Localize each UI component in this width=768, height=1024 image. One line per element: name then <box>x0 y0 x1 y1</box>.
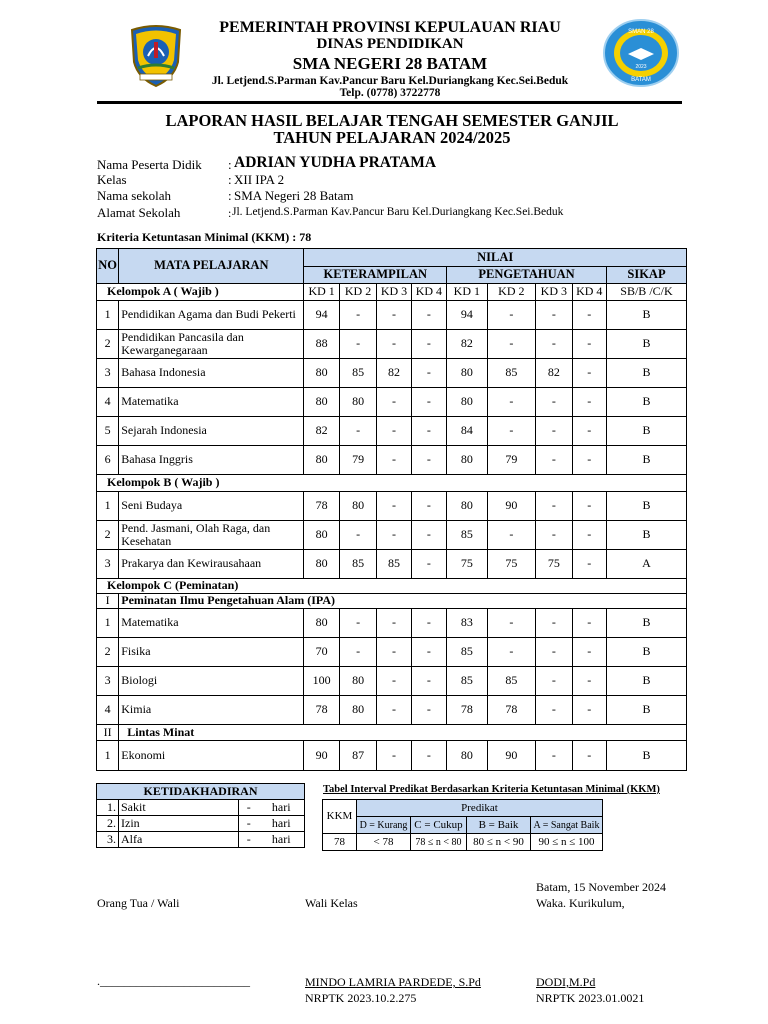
score-cell: - <box>411 388 446 417</box>
score-cell: 80 <box>447 741 487 771</box>
attendance-table <box>96 783 305 848</box>
sikap-grade: B <box>606 492 686 521</box>
grade-row <box>97 521 687 550</box>
score-cell: 94 <box>447 301 487 330</box>
score-cell: 82 <box>377 359 411 388</box>
sikap-grade: A <box>606 550 686 579</box>
col-no-header: NO <box>97 249 119 284</box>
score-cell: - <box>487 609 536 638</box>
curriculum-nrptk: NRPTK 2023.01.0021 <box>536 991 645 1005</box>
score-cell: - <box>572 741 606 771</box>
score-cell: - <box>487 521 536 550</box>
subject-name: Pendidikan Pancasila dan Kewarganegaraan <box>119 330 304 359</box>
kd-header: KD 4 <box>411 284 446 301</box>
score-cell: - <box>536 446 572 475</box>
subject-name: Prakarya dan Kewirausahaan <box>119 550 304 579</box>
score-cell: - <box>377 446 411 475</box>
grade-row <box>97 330 687 359</box>
grade-row <box>97 638 687 667</box>
row-number: 3 <box>97 667 119 696</box>
predicate-d-label: D = Kurang <box>357 817 411 834</box>
curriculum-name: DODI,M.Pd <box>536 975 596 989</box>
score-cell: 82 <box>536 359 572 388</box>
score-cell: - <box>339 330 376 359</box>
attendance-value: - <box>239 816 259 832</box>
score-cell: 80 <box>339 492 376 521</box>
score-cell: 70 <box>304 638 339 667</box>
score-cell: 85 <box>447 667 487 696</box>
score-cell: - <box>377 741 411 771</box>
score-cell: 82 <box>447 330 487 359</box>
subgroup-number: I <box>97 594 119 609</box>
homeroom-name: MINDO LAMRIA PARDEDE, S.Pd <box>305 975 481 989</box>
info-colon: : <box>228 188 232 203</box>
info-label: Kelas <box>97 172 127 187</box>
grades-table <box>96 248 687 771</box>
row-number: 1 <box>97 609 119 638</box>
score-cell: - <box>572 696 606 725</box>
score-cell: - <box>377 521 411 550</box>
score-cell: 85 <box>339 550 376 579</box>
score-cell: 80 <box>339 696 376 725</box>
header-phone: Telp. (0778) 3722778 <box>339 87 441 100</box>
predicate-table <box>322 799 603 851</box>
attendance-value: - <box>239 832 259 848</box>
score-cell: - <box>411 667 446 696</box>
score-cell: - <box>572 446 606 475</box>
sikap-grade: B <box>606 521 686 550</box>
score-cell: - <box>572 550 606 579</box>
predicate-kkm-header: KKM <box>323 800 357 834</box>
col-sikap-header: SIKAP <box>606 267 686 284</box>
group-c-label: Kelompok C (Peminatan) <box>97 579 687 594</box>
score-cell: - <box>536 388 572 417</box>
score-cell: 80 <box>304 446 339 475</box>
student-name: ADRIAN YUDHA PRATAMA <box>234 154 437 171</box>
score-cell: - <box>536 492 572 521</box>
score-cell: 80 <box>339 667 376 696</box>
score-cell: - <box>536 741 572 771</box>
attendance-no: 2. <box>97 816 119 832</box>
score-cell: 83 <box>447 609 487 638</box>
group-a-rows <box>97 301 687 475</box>
info-label: Nama Peserta Didik <box>97 157 202 172</box>
score-cell: 78 <box>487 696 536 725</box>
subject-name: Seni Budaya <box>119 492 304 521</box>
score-cell: - <box>572 417 606 446</box>
score-cell: - <box>536 638 572 667</box>
score-cell: 80 <box>339 388 376 417</box>
info-label: Alamat Sekolah <box>97 205 181 220</box>
score-cell: - <box>487 301 536 330</box>
score-cell: 90 <box>304 741 339 771</box>
score-cell: 88 <box>304 330 339 359</box>
score-cell: 80 <box>447 446 487 475</box>
row-number: 1 <box>97 741 119 771</box>
score-cell: - <box>487 638 536 667</box>
attendance-row <box>97 816 305 832</box>
score-cell: - <box>572 492 606 521</box>
predicate-table-title: Tabel Interval Predikat Berdasarkan Kriteria Ketuntasan Minimal (KKM) <box>323 784 660 795</box>
sikap-grade: B <box>606 330 686 359</box>
subject-name: Matematika <box>119 388 304 417</box>
score-cell: 80 <box>304 521 339 550</box>
score-cell: - <box>411 492 446 521</box>
row-number: 2 <box>97 521 119 550</box>
kd-header: KD 2 <box>339 284 376 301</box>
predicate-a-range: 90 ≤ n ≤ 100 <box>531 834 603 851</box>
group-c-lintas-rows <box>97 741 687 771</box>
school-logo-year-text: 2023 <box>635 64 647 70</box>
subject-name: Kimia <box>119 696 304 725</box>
report-title-line-2: TAHUN PELAJARAN 2024/2025 <box>273 128 511 147</box>
subject-name: Matematika <box>119 609 304 638</box>
score-cell: - <box>411 359 446 388</box>
predicate-d-range: < 78 <box>357 834 411 851</box>
attendance-value: - <box>239 800 259 816</box>
score-cell: - <box>377 638 411 667</box>
grade-row <box>97 696 687 725</box>
score-cell: - <box>411 446 446 475</box>
score-cell: - <box>536 417 572 446</box>
signature-date: Batam, 15 November 2024 <box>536 880 666 894</box>
col-keterampilan-header: KETERAMPILAN <box>304 267 447 284</box>
subject-name: Pend. Jasmani, Olah Raga, dan Kesehatan <box>119 521 304 550</box>
row-number: 4 <box>97 388 119 417</box>
kd-header: KD 4 <box>572 284 606 301</box>
score-cell: - <box>487 417 536 446</box>
subgroup-number: II <box>97 725 119 741</box>
score-cell: - <box>572 330 606 359</box>
score-cell: 75 <box>487 550 536 579</box>
score-cell: - <box>339 609 376 638</box>
predicate-header: Predikat <box>357 800 603 817</box>
col-subject-header: MATA PELAJARAN <box>119 249 304 284</box>
school-logo-top-text: SMAN 28 <box>628 29 654 35</box>
score-cell: - <box>487 388 536 417</box>
school-emblem-icon <box>602 18 680 88</box>
score-cell: 85 <box>487 359 536 388</box>
header-address: Jl. Letjend.S.Parman Kav.Pancur Baru Kel.Duriangkang Kec.Sei.Beduk <box>211 75 569 88</box>
sikap-grade: B <box>606 667 686 696</box>
group-b-label: Kelompok B ( Wajib ) <box>97 475 687 492</box>
score-cell: - <box>377 301 411 330</box>
kd-header: KD 2 <box>487 284 536 301</box>
predicate-c-label: C = Cukup <box>411 817 467 834</box>
score-cell: - <box>339 521 376 550</box>
info-colon: : <box>228 172 232 187</box>
score-cell: - <box>411 301 446 330</box>
attendance-no: 1. <box>97 800 119 816</box>
sikap-grade: B <box>606 359 686 388</box>
info-row-class <box>97 172 687 188</box>
score-cell: - <box>572 521 606 550</box>
score-cell: - <box>411 417 446 446</box>
sikap-grade: B <box>606 446 686 475</box>
score-cell: - <box>377 417 411 446</box>
score-cell: - <box>572 301 606 330</box>
score-cell: 84 <box>447 417 487 446</box>
score-cell: - <box>572 667 606 696</box>
score-cell: 80 <box>447 492 487 521</box>
sikap-grade: B <box>606 301 686 330</box>
kd-header: KD 1 <box>304 284 339 301</box>
school-name: SMA Negeri 28 Batam <box>234 188 354 203</box>
score-cell: 85 <box>447 638 487 667</box>
score-cell: - <box>411 330 446 359</box>
score-cell: 90 <box>487 492 536 521</box>
grade-row <box>97 446 687 475</box>
subject-name: Bahasa Inggris <box>119 446 304 475</box>
score-cell: - <box>339 638 376 667</box>
score-cell: 90 <box>487 741 536 771</box>
sikap-grade: B <box>606 388 686 417</box>
score-cell: 87 <box>339 741 376 771</box>
attendance-no: 3. <box>97 832 119 848</box>
grade-row <box>97 359 687 388</box>
info-row-school <box>97 188 687 204</box>
sikap-scale-header: SB/B /C/K <box>606 284 686 301</box>
subject-name: Bahasa Indonesia <box>119 359 304 388</box>
info-row-name <box>97 155 687 173</box>
school-address: Jl. Letjend.S.Parman Kav.Pancur Baru Kel.Duriangkang Kec.Sei.Beduk <box>232 206 564 218</box>
attendance-label: Sakit <box>119 800 239 816</box>
predicate-kkm-value: 78 <box>323 834 357 851</box>
score-cell: 75 <box>447 550 487 579</box>
score-cell: - <box>411 609 446 638</box>
group-a-label: Kelompok A ( Wajib ) <box>97 284 304 301</box>
predicate-a-label: A = Sangat Baik <box>531 817 603 834</box>
header-divider <box>97 101 682 104</box>
kkm-text: Kriteria Ketuntasan Minimal (KKM) : 78 <box>97 230 312 244</box>
attendance-row <box>97 832 305 848</box>
subject-name: Fisika <box>119 638 304 667</box>
info-label: Nama sekolah <box>97 188 172 203</box>
grade-row <box>97 388 687 417</box>
attendance-unit: hari <box>259 800 305 816</box>
homeroom-label: Wali Kelas <box>305 896 358 910</box>
score-cell: 85 <box>447 521 487 550</box>
attendance-unit: hari <box>259 832 305 848</box>
score-cell: 78 <box>447 696 487 725</box>
score-cell: 78 <box>304 492 339 521</box>
score-cell: - <box>572 638 606 667</box>
attendance-unit: hari <box>259 816 305 832</box>
score-cell: - <box>377 330 411 359</box>
row-number: 6 <box>97 446 119 475</box>
row-number: 2 <box>97 638 119 667</box>
group-b-rows <box>97 492 687 579</box>
sikap-grade: B <box>606 696 686 725</box>
score-cell: - <box>377 492 411 521</box>
row-number: 2 <box>97 330 119 359</box>
predicate-c-range: 78 ≤ n < 80 <box>411 834 467 851</box>
row-number: 1 <box>97 301 119 330</box>
info-colon: : <box>228 157 232 172</box>
kd-header: KD 1 <box>447 284 487 301</box>
student-class: XII IPA 2 <box>234 172 285 187</box>
score-cell: 80 <box>304 609 339 638</box>
parent-signature-line: ._________________________ <box>97 974 250 988</box>
score-cell: - <box>487 330 536 359</box>
grade-row <box>97 550 687 579</box>
row-number: 3 <box>97 550 119 579</box>
score-cell: - <box>536 667 572 696</box>
score-cell: 80 <box>304 550 339 579</box>
score-cell: - <box>377 388 411 417</box>
score-cell: 85 <box>487 667 536 696</box>
grade-row <box>97 667 687 696</box>
score-cell: - <box>339 417 376 446</box>
score-cell: 85 <box>339 359 376 388</box>
score-cell: - <box>572 388 606 417</box>
sikap-grade: B <box>606 417 686 446</box>
score-cell: - <box>411 696 446 725</box>
score-cell: 80 <box>304 359 339 388</box>
sikap-grade: B <box>606 609 686 638</box>
info-row-address <box>97 205 687 221</box>
score-cell: 80 <box>447 388 487 417</box>
score-cell: - <box>536 521 572 550</box>
score-cell: 100 <box>304 667 339 696</box>
info-colon: : <box>228 206 232 220</box>
parent-label: Orang Tua / Wali <box>97 896 180 910</box>
subgroup-ipa-label: Peminatan Ilmu Pengetahuan Alam (IPA) <box>119 594 687 609</box>
subgroup-lintas-minat-label: Lintas Minat <box>119 725 687 741</box>
curriculum-label: Waka. Kurikulum, <box>536 896 625 910</box>
score-cell: 85 <box>377 550 411 579</box>
score-cell: 75 <box>536 550 572 579</box>
row-number: 4 <box>97 696 119 725</box>
score-cell: - <box>572 359 606 388</box>
grade-row <box>97 301 687 330</box>
subject-name: Ekonomi <box>119 741 304 771</box>
subject-name: Pendidikan Agama dan Budi Pekerti <box>119 301 304 330</box>
school-logo-bottom-text: BATAM <box>631 77 651 83</box>
attendance-label: Alfa <box>119 832 239 848</box>
header-line-1: PEMERINTAH PROVINSI KEPULAUAN RIAU <box>219 19 561 36</box>
score-cell: 79 <box>339 446 376 475</box>
score-cell: 80 <box>304 388 339 417</box>
attendance-label: Izin <box>119 816 239 832</box>
attendance-title: KETIDAKHADIRAN <box>97 784 305 800</box>
kd-header: KD 3 <box>536 284 572 301</box>
attendance-row <box>97 800 305 816</box>
score-cell: - <box>411 741 446 771</box>
col-pengetahuan-header: PENGETAHUAN <box>447 267 607 284</box>
score-cell: 80 <box>447 359 487 388</box>
sikap-grade: B <box>606 638 686 667</box>
homeroom-nrptk: NRPTK 2023.10.2.275 <box>305 991 417 1005</box>
group-c-ipa-rows <box>97 609 687 725</box>
score-cell: - <box>536 696 572 725</box>
score-cell: - <box>411 638 446 667</box>
header-school-name: SMA NEGERI 28 BATAM <box>292 53 488 73</box>
grade-row <box>97 741 687 771</box>
grade-row <box>97 417 687 446</box>
predicate-b-range: 80 ≤ n < 90 <box>467 834 531 851</box>
score-cell: - <box>536 330 572 359</box>
score-cell: - <box>411 521 446 550</box>
score-cell: 94 <box>304 301 339 330</box>
score-cell: 78 <box>304 696 339 725</box>
letterhead <box>170 20 610 100</box>
score-cell: - <box>377 696 411 725</box>
row-number: 1 <box>97 492 119 521</box>
grade-row <box>97 609 687 638</box>
sikap-grade: B <box>606 741 686 771</box>
header-line-2: DINAS PENDIDIKAN <box>316 35 464 52</box>
score-cell: - <box>339 301 376 330</box>
subject-name: Biologi <box>119 667 304 696</box>
kd-header: KD 3 <box>377 284 411 301</box>
report-title-line-1: LAPORAN HASIL BELAJAR TENGAH SEMESTER GANJIL <box>165 111 619 130</box>
score-cell: - <box>377 609 411 638</box>
row-number: 3 <box>97 359 119 388</box>
predicate-b-label: B = Baik <box>467 817 531 834</box>
score-cell: 82 <box>304 417 339 446</box>
row-number: 5 <box>97 417 119 446</box>
col-nilai-header: NILAI <box>304 249 687 267</box>
score-cell: - <box>411 550 446 579</box>
grade-row <box>97 492 687 521</box>
subject-name: Sejarah Indonesia <box>119 417 304 446</box>
score-cell: - <box>377 667 411 696</box>
score-cell: - <box>536 609 572 638</box>
score-cell: - <box>572 609 606 638</box>
score-cell: 79 <box>487 446 536 475</box>
score-cell: - <box>536 301 572 330</box>
